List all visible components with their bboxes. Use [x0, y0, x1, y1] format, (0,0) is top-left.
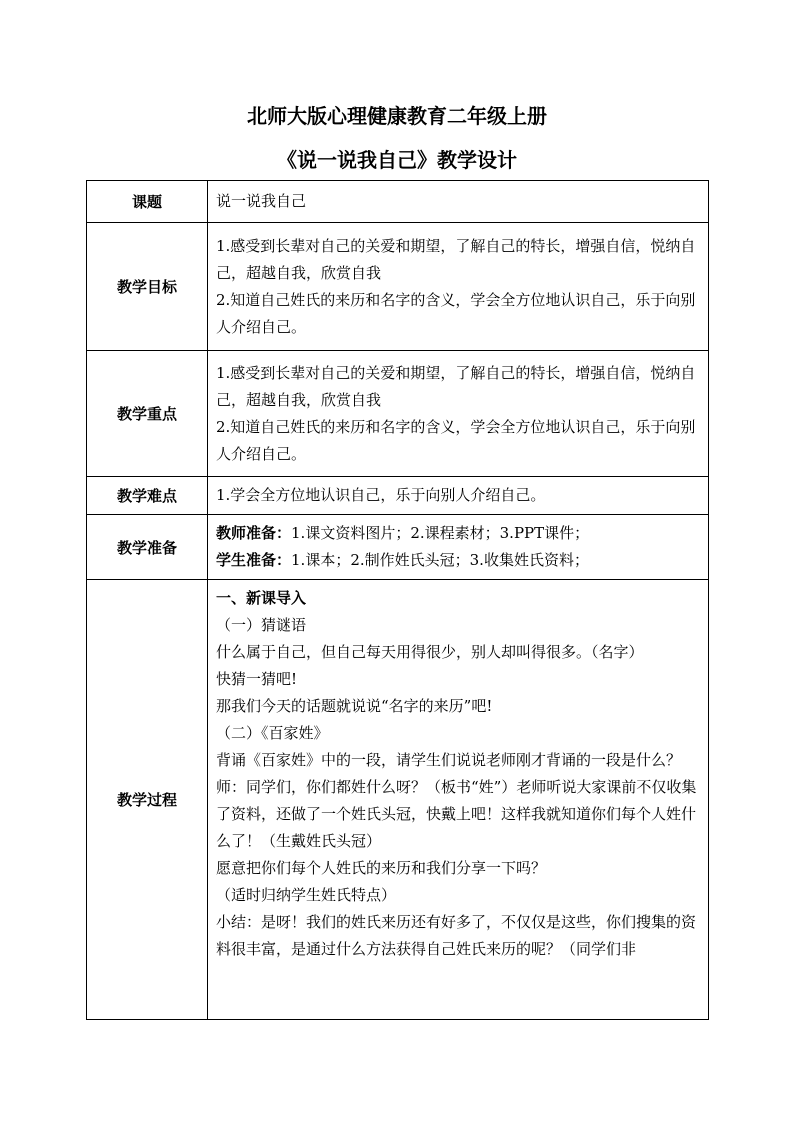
process-line: （适时归纳学生姓氏特点）	[216, 886, 397, 904]
row-goals	[87, 223, 709, 351]
process-line: 什么属于自己，但自己每天用得很少，别人却叫得很多。（名字）	[216, 643, 644, 661]
process-heading: 一、新课导入	[216, 589, 307, 607]
label-prep: 教学准备	[87, 515, 208, 580]
label-goals: 教学目标	[87, 223, 208, 351]
process-line: 快猜一猜吧!	[216, 670, 298, 688]
goals-item-2: 2.知道自己姓氏的来历和名字的含义，学会全方位地认识自己，乐于向别人介绍自己。	[216, 290, 696, 336]
process-line: （二）《百家姓》	[216, 724, 329, 742]
value-topic: 说一说我自己	[208, 181, 709, 223]
process-line: 愿意把你们每个人姓氏的来历和我们分享一下吗？	[216, 859, 547, 877]
prep-student-label: 学生准备：	[216, 551, 292, 569]
process-line: 背诵《百家姓》中的一段，请学生们说说老师刚才背诵的一段是什么？	[216, 751, 682, 769]
goals-item-1: 1.感受到长辈对自己的关爱和期望，了解自己的特长，增强自信，悦纳自己，超越自我，欣赏自我	[216, 236, 696, 282]
process-line: 那我们今天的话题就说说“名字的来历”吧!	[216, 697, 493, 715]
row-difficulty	[87, 477, 709, 515]
prep-student	[216, 547, 700, 574]
row-key	[87, 351, 709, 477]
key-item-2: 2.知道自己姓氏的来历和名字的含义，学会全方位地认识自己，乐于向别人介绍自己。	[216, 417, 696, 463]
row-topic	[87, 181, 709, 223]
key-item-1: 1.感受到长辈对自己的关爱和期望，了解自己的特长，增强自信，悦纳自己，超越自我，欣赏自我	[216, 363, 696, 409]
row-process	[87, 580, 709, 1020]
process-line: （一）猜谜语	[216, 616, 307, 634]
prep-teacher	[216, 520, 700, 547]
label-process: 教学过程	[87, 580, 208, 1020]
label-topic: 课题	[87, 181, 208, 223]
value-difficulty: 1.学会全方位地认识自己，乐于向别人介绍自己。	[208, 477, 709, 515]
title-line-1: 北师大版心理健康教育二年级上册	[247, 104, 547, 128]
prep-student-text: 1.课本；2.制作姓氏头冠；3.收集姓氏资料；	[291, 551, 589, 569]
prep-teacher-label: 教师准备：	[216, 524, 292, 542]
label-difficulty: 教学难点	[87, 477, 208, 515]
row-prep	[87, 515, 709, 580]
title-line-2: 《说一说我自己》教学设计	[277, 148, 517, 172]
label-key: 教学重点	[87, 351, 208, 477]
value-goals	[208, 223, 709, 351]
value-prep	[208, 515, 709, 580]
process-line: 小结：是呀！我们的姓氏来历还有好多了，不仅仅是这些，你们搜集的资料很丰富，是通过什么方法获得自己姓氏来历的呢？（同学们非	[216, 913, 697, 958]
lesson-plan-table	[86, 180, 709, 1020]
value-process	[208, 580, 709, 1020]
value-key	[208, 351, 709, 477]
prep-teacher-text: 1.课文资料图片；2.课程素材；3.PPT课件；	[291, 524, 590, 542]
process-line: 师：同学们，你们都姓什么呀？（板书“姓”）老师听说大家课前不仅收集了资料，还做了一个姓氏头冠，快戴上吧！这样我就知道你们每个人姓什么了！（生戴姓氏头冠）	[216, 778, 697, 850]
